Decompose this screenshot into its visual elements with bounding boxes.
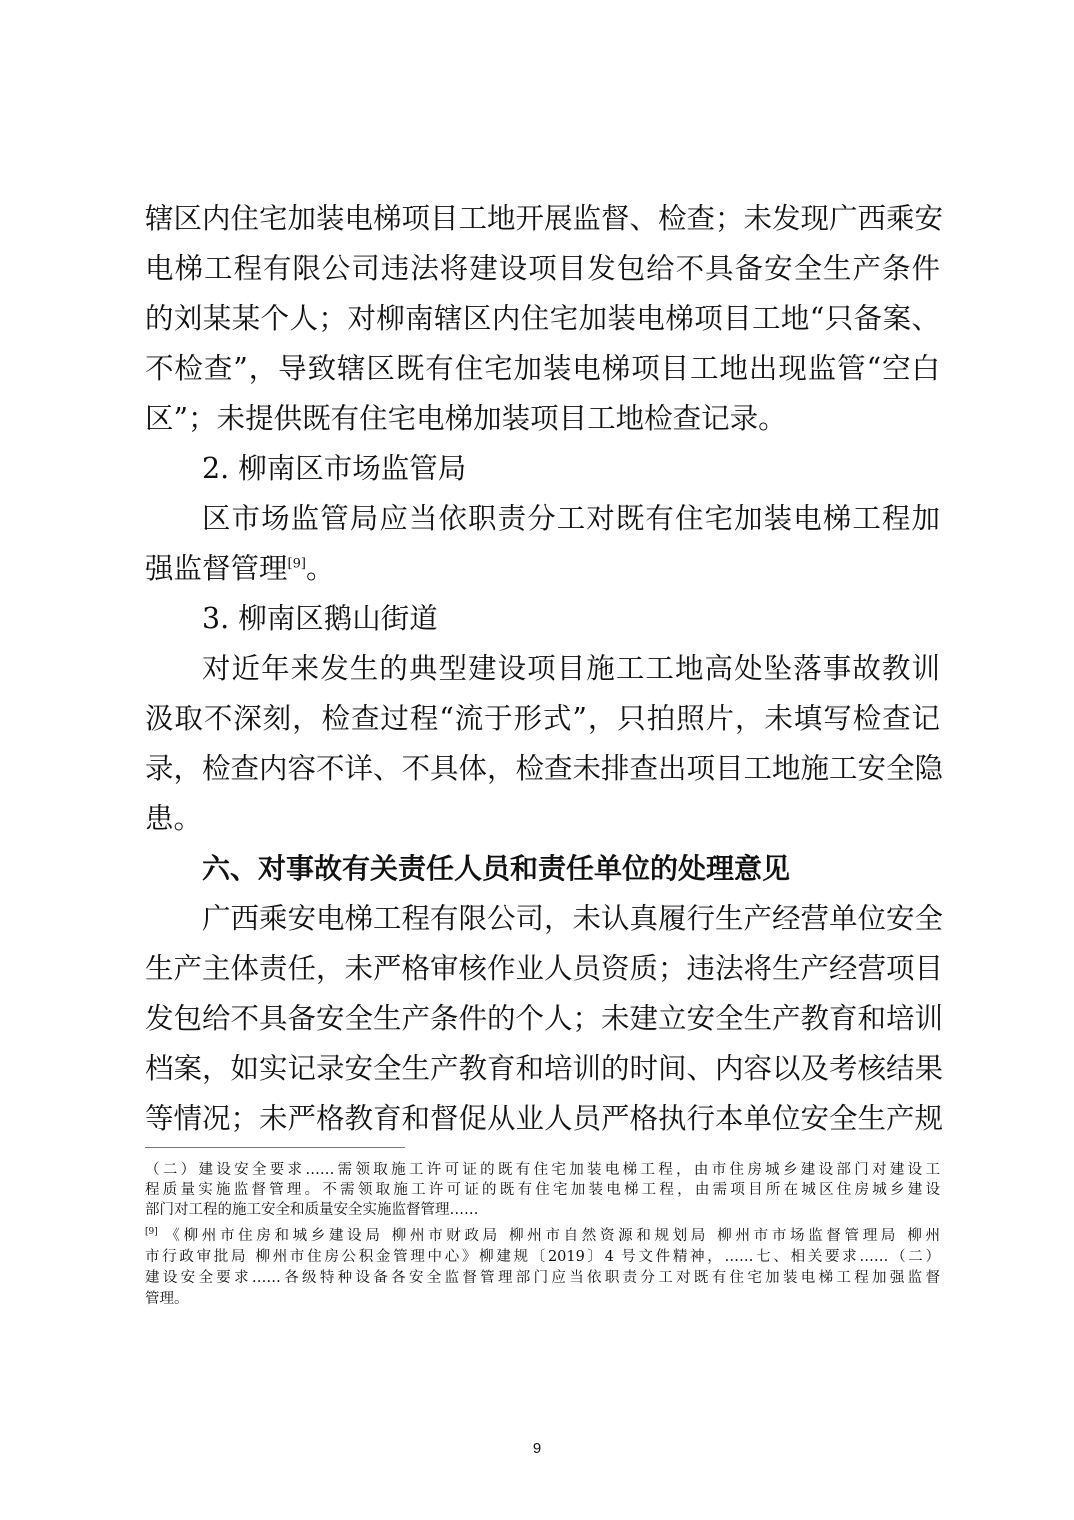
body-line: 电梯工程有限公司违法将建设项目发包给不具备安全生产条件 [145,252,940,285]
body-text: 强监督管理 [145,552,288,585]
footnote-text: 《柳州市住房和城乡建设局 柳州市财政局 柳州市自然资源和规划局 柳州市市场监督管理局 柳州 [161,1228,940,1244]
body-line: 区”；未提供既有住宅电梯加装项目工地检查记录。 [145,402,787,435]
body-line: 患。 [145,802,203,835]
body-text: 。 [305,552,335,585]
footnote-line: 程质量实施监督管理。不需领取施工许可证的既有住宅加装电梯工程，由需项目所在城区住房城乡建设 [145,1182,940,1198]
footnote-line: （二）建设安全要求……需领取施工许可证的既有住宅加装电梯工程，由市住房城乡建设部门对建设工 [145,1162,940,1178]
body-line: 汲取不深刻，检查过程“流于形式”，只拍照片，未填写检查记 [145,702,940,735]
body-line [145,544,940,594]
body-line: 录，检查内容不详、不具体，检查未排查出项目工地施工安全隐 [145,752,944,785]
footnote-line: 管理。 [145,1291,189,1307]
body-line: 的刘某某个人；对柳南辖区内住宅加装电梯项目工地“只备案、 [145,302,940,335]
section-heading: 六、对事故有关责任人员和责任单位的处理意见 [202,852,791,885]
body-line: 辖区内住宅加装电梯项目工地开展监督、检查；未发现广西乘安 [145,202,944,235]
footnote-marker: [9] [145,1227,158,1238]
footnote-line [145,1226,940,1247]
body-line: 档案，如实记录安全生产教育和培训的时间、内容以及考核结果 [145,1052,944,1085]
footnote-line: 建设安全要求……各级特种设备各安全监督管理部门应当依职责分工对既有住宅加装电梯工程加强监督 [145,1270,940,1286]
section-subheading: 3. 柳南区鹅山街道 [202,602,438,635]
page-number: 9 [532,1440,542,1457]
body-line: 广西乘安电梯工程有限公司，未认真履行生产经营单位安全 [202,902,944,935]
footnote-line: 部门对工程的施工安全和质量安全实施监督管理…… [145,1202,479,1218]
footnote-line: 市行政审批局 柳州市住房公积金管理中心》柳建规〔2019〕4 号文件精神，……七、相关要求……（二） [145,1249,940,1265]
body-line: 生产主体责任，未严格审核作业人员资质；违法将生产经营项目 [145,952,944,985]
section-subheading: 2. 柳南区市场监管局 [202,452,467,485]
body-line: 不检查”，导致辖区既有住宅加装电梯项目工地出现监管“空白 [145,352,940,385]
footnote-separator [145,1147,405,1148]
body-line: 区市场监管局应当依职责分工对既有住宅加装电梯工程加 [202,502,940,535]
footnote-reference: [9] [287,556,306,572]
body-line: 发包给不具备安全生产条件的个人；未建立安全生产教育和培训 [145,1002,944,1035]
body-line: 等情况；未严格教育和督促从业人员严格执行本单位安全生产规 [145,1102,944,1135]
body-line: 对近年来发生的典型建设项目施工工地高处坠落事故教训 [202,652,940,685]
